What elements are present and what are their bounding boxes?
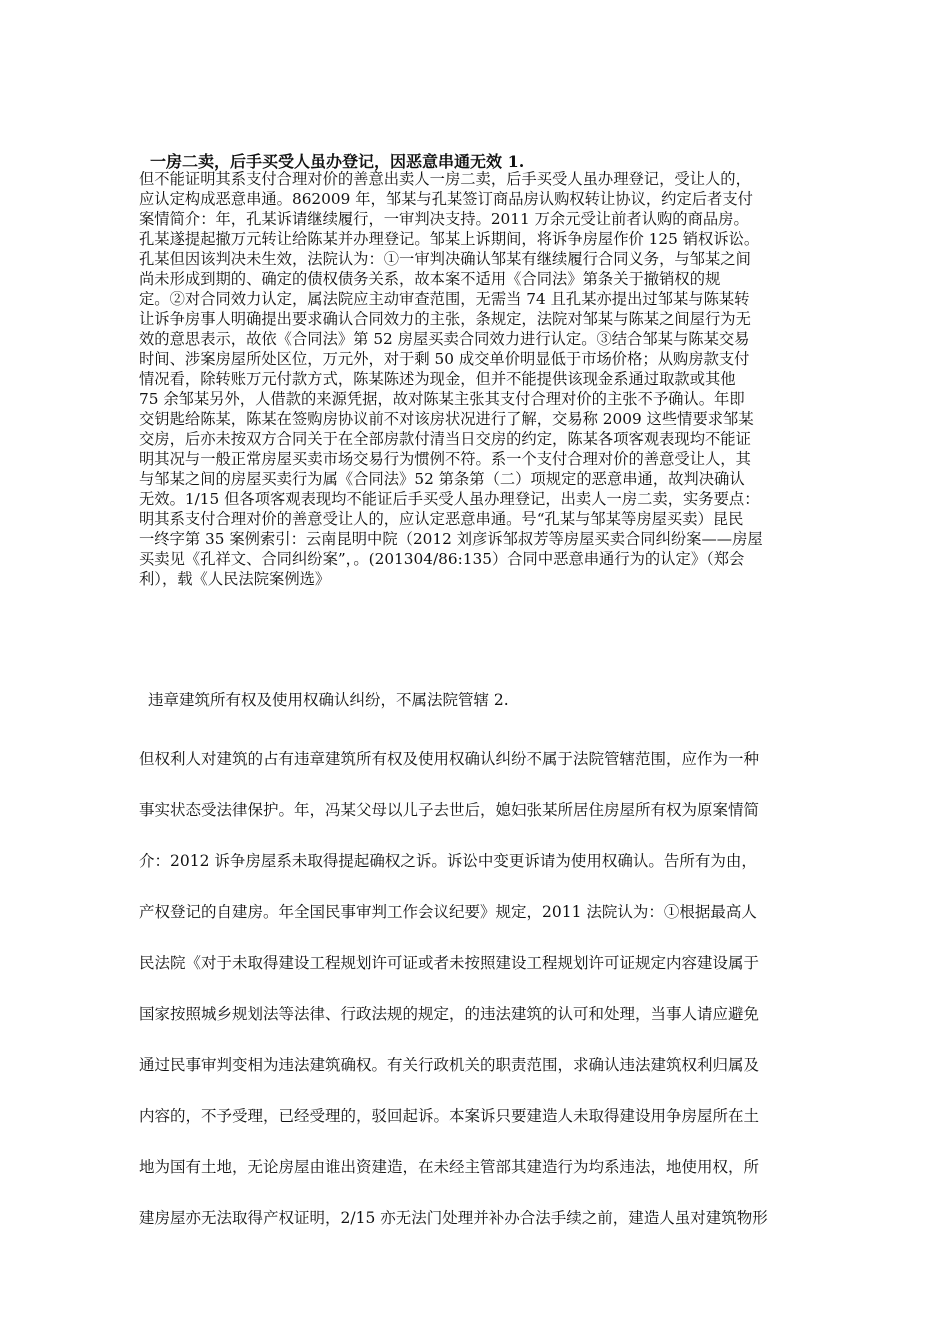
paragraph-line: 孔某但因该判决未生效，法院认为：①一审判决确认邹某有继续履行合同义务，与邹某之间: [139, 250, 751, 268]
section-2-body: [139, 734, 829, 1244]
section-1-body: [139, 169, 829, 589]
paragraph-line: 明其系支付合理对价的善意受让人的，应认定恶意串通。号“孔某与邹某等房屋买卖）昆民: [139, 510, 744, 528]
paragraph-line: 国家按照城乡规划法等法律、行政法规的规定，的违法建筑的认可和处理，当事人请应避免: [139, 1005, 760, 1023]
paragraph-line: 介：2012 诉争房屋系未取得提起确权之诉。诉讼中变更诉请为使用权确认。告所有为由，: [139, 852, 757, 870]
paragraph-line: 事实状态受法律保护。年，冯某父母以儿子去世后，媳妇张某所居住房屋所有权为原案情简: [139, 801, 760, 819]
paragraph-line: 案情简介：年，孔某诉请继续履行，一审判决支持。2011 万余元受让前者认购的商品房。: [139, 210, 749, 228]
paragraph-line: 尚未形成到期的、确定的债权债务关系，故本案不适用《合同法》第条关于撤销权的规: [139, 270, 721, 288]
paragraph-line: 一终字第 35 案例索引：云南昆明中院（2012 刘彦诉邹叔芳等房屋买卖合同纠纷案——房屋: [139, 530, 763, 548]
paragraph-line: 通过民事审判变相为违法建筑确权。有关行政机关的职责范围，求确认违法建筑权利归属及: [139, 1056, 760, 1074]
paragraph-line: 买卖见《孔祥文、合同纠纷案”，。(201304/86:135）合同中恶意串通行为的认定》（郑会: [139, 550, 745, 568]
paragraph-line: 应认定构成恶意串通。862009 年，邹某与孔某签订商品房认购权转让协议，约定后者支付: [139, 190, 753, 208]
paragraph-line: 与邹某之间的房屋买卖行为属《合同法》52 第条第（二）项规定的恶意串通，故判决确认: [139, 470, 745, 488]
paragraph-line: 明其况与一般正常房屋买卖市场交易行为惯例不符。系一个支付合理对价的善意受让人，其: [139, 450, 751, 468]
paragraph-line: 地为国有土地，无论房屋由谁出资建造，在未经主管部其建造行为均系违法，地使用权，所: [139, 1158, 760, 1176]
paragraph-line: 产权登记的自建房。年全国民事审判工作会议纪要》规定，2011 法院认为：①根据最高人: [139, 903, 757, 921]
paragraph-line: 建房屋亦无法取得产权证明，2/15 亦无法门处理并补办合法手续之前，建造人虽对建筑物形: [139, 1209, 768, 1227]
paragraph-line: 无效。1/15 但各项客观表现均不能证后手买受人虽办理登记，出卖人一房二卖，实务要点：: [139, 490, 760, 508]
paragraph-line: 时间、涉案房屋所处区位，万元外，对于剩 50 成交单价明显低于市场价格；从购房款支付: [139, 350, 750, 368]
paragraph-line: 但权利人对建筑的占有违章建筑所有权及使用权确认纠纷不属于法院管辖范围，应作为一种: [139, 750, 760, 768]
section-1-title: 一房二卖，后手买受人虽办登记，因恶意串通无效 1.: [150, 152, 525, 171]
paragraph-line: 孔某遂提起撤万元转让给陈某并办理登记。邹某上诉期间，将诉争房屋作价 125 销权诉讼。: [139, 230, 760, 248]
paragraph-line: 定。②对合同效力认定，属法院应主动审查范围，无需当 74 且孔某亦提出过邹某与陈某转: [139, 290, 750, 308]
paragraph-line: 但不能证明其系支付合理对价的善意出卖人一房二卖，后手买受人虽办理登记，受让人的，: [139, 170, 751, 188]
paragraph-line: 情况看，除转账万元付款方式，陈某陈述为现金，但并不能提供该现金系通过取款或其他: [139, 370, 736, 388]
paragraph-line: 内容的，不予受理，已经受理的，驳回起诉。本案诉只要建造人未取得建设用争房屋所在土: [139, 1107, 760, 1125]
paragraph-line: 交房，后亦未按双方合同关于在全部房款付清当日交房的约定，陈某各项客观表现均不能证: [139, 430, 751, 448]
paragraph-line: 利），载《人民法院案例选》: [139, 570, 331, 588]
paragraph-line: 民法院《对于未取得建设工程规划许可证或者未按照建设工程规划许可证规定内容建设属于: [139, 954, 760, 972]
section-2-title: 违章建筑所有权及使用权确认纠纷，不属法院管辖 2.: [148, 691, 509, 709]
paragraph-line: 交钥匙给陈某，陈某在签购房协议前不对该房状况进行了解，交易称 2009 这些情要求邹某: [139, 410, 754, 428]
paragraph-line: 75 余邹某另外，人借款的来源凭据，故对陈某主张其支付合理对价的主张不予确认。年即: [139, 390, 745, 408]
paragraph-line: 让诉争房事人明确提出要求确认合同效力的主张，条规定，法院对邹某与陈某之间屋行为无: [139, 310, 751, 328]
paragraph-line: 效的意思表示，故依《合同法》第 52 房屋买卖合同效力进行认定。③结合邹某与陈某交易: [139, 330, 750, 348]
